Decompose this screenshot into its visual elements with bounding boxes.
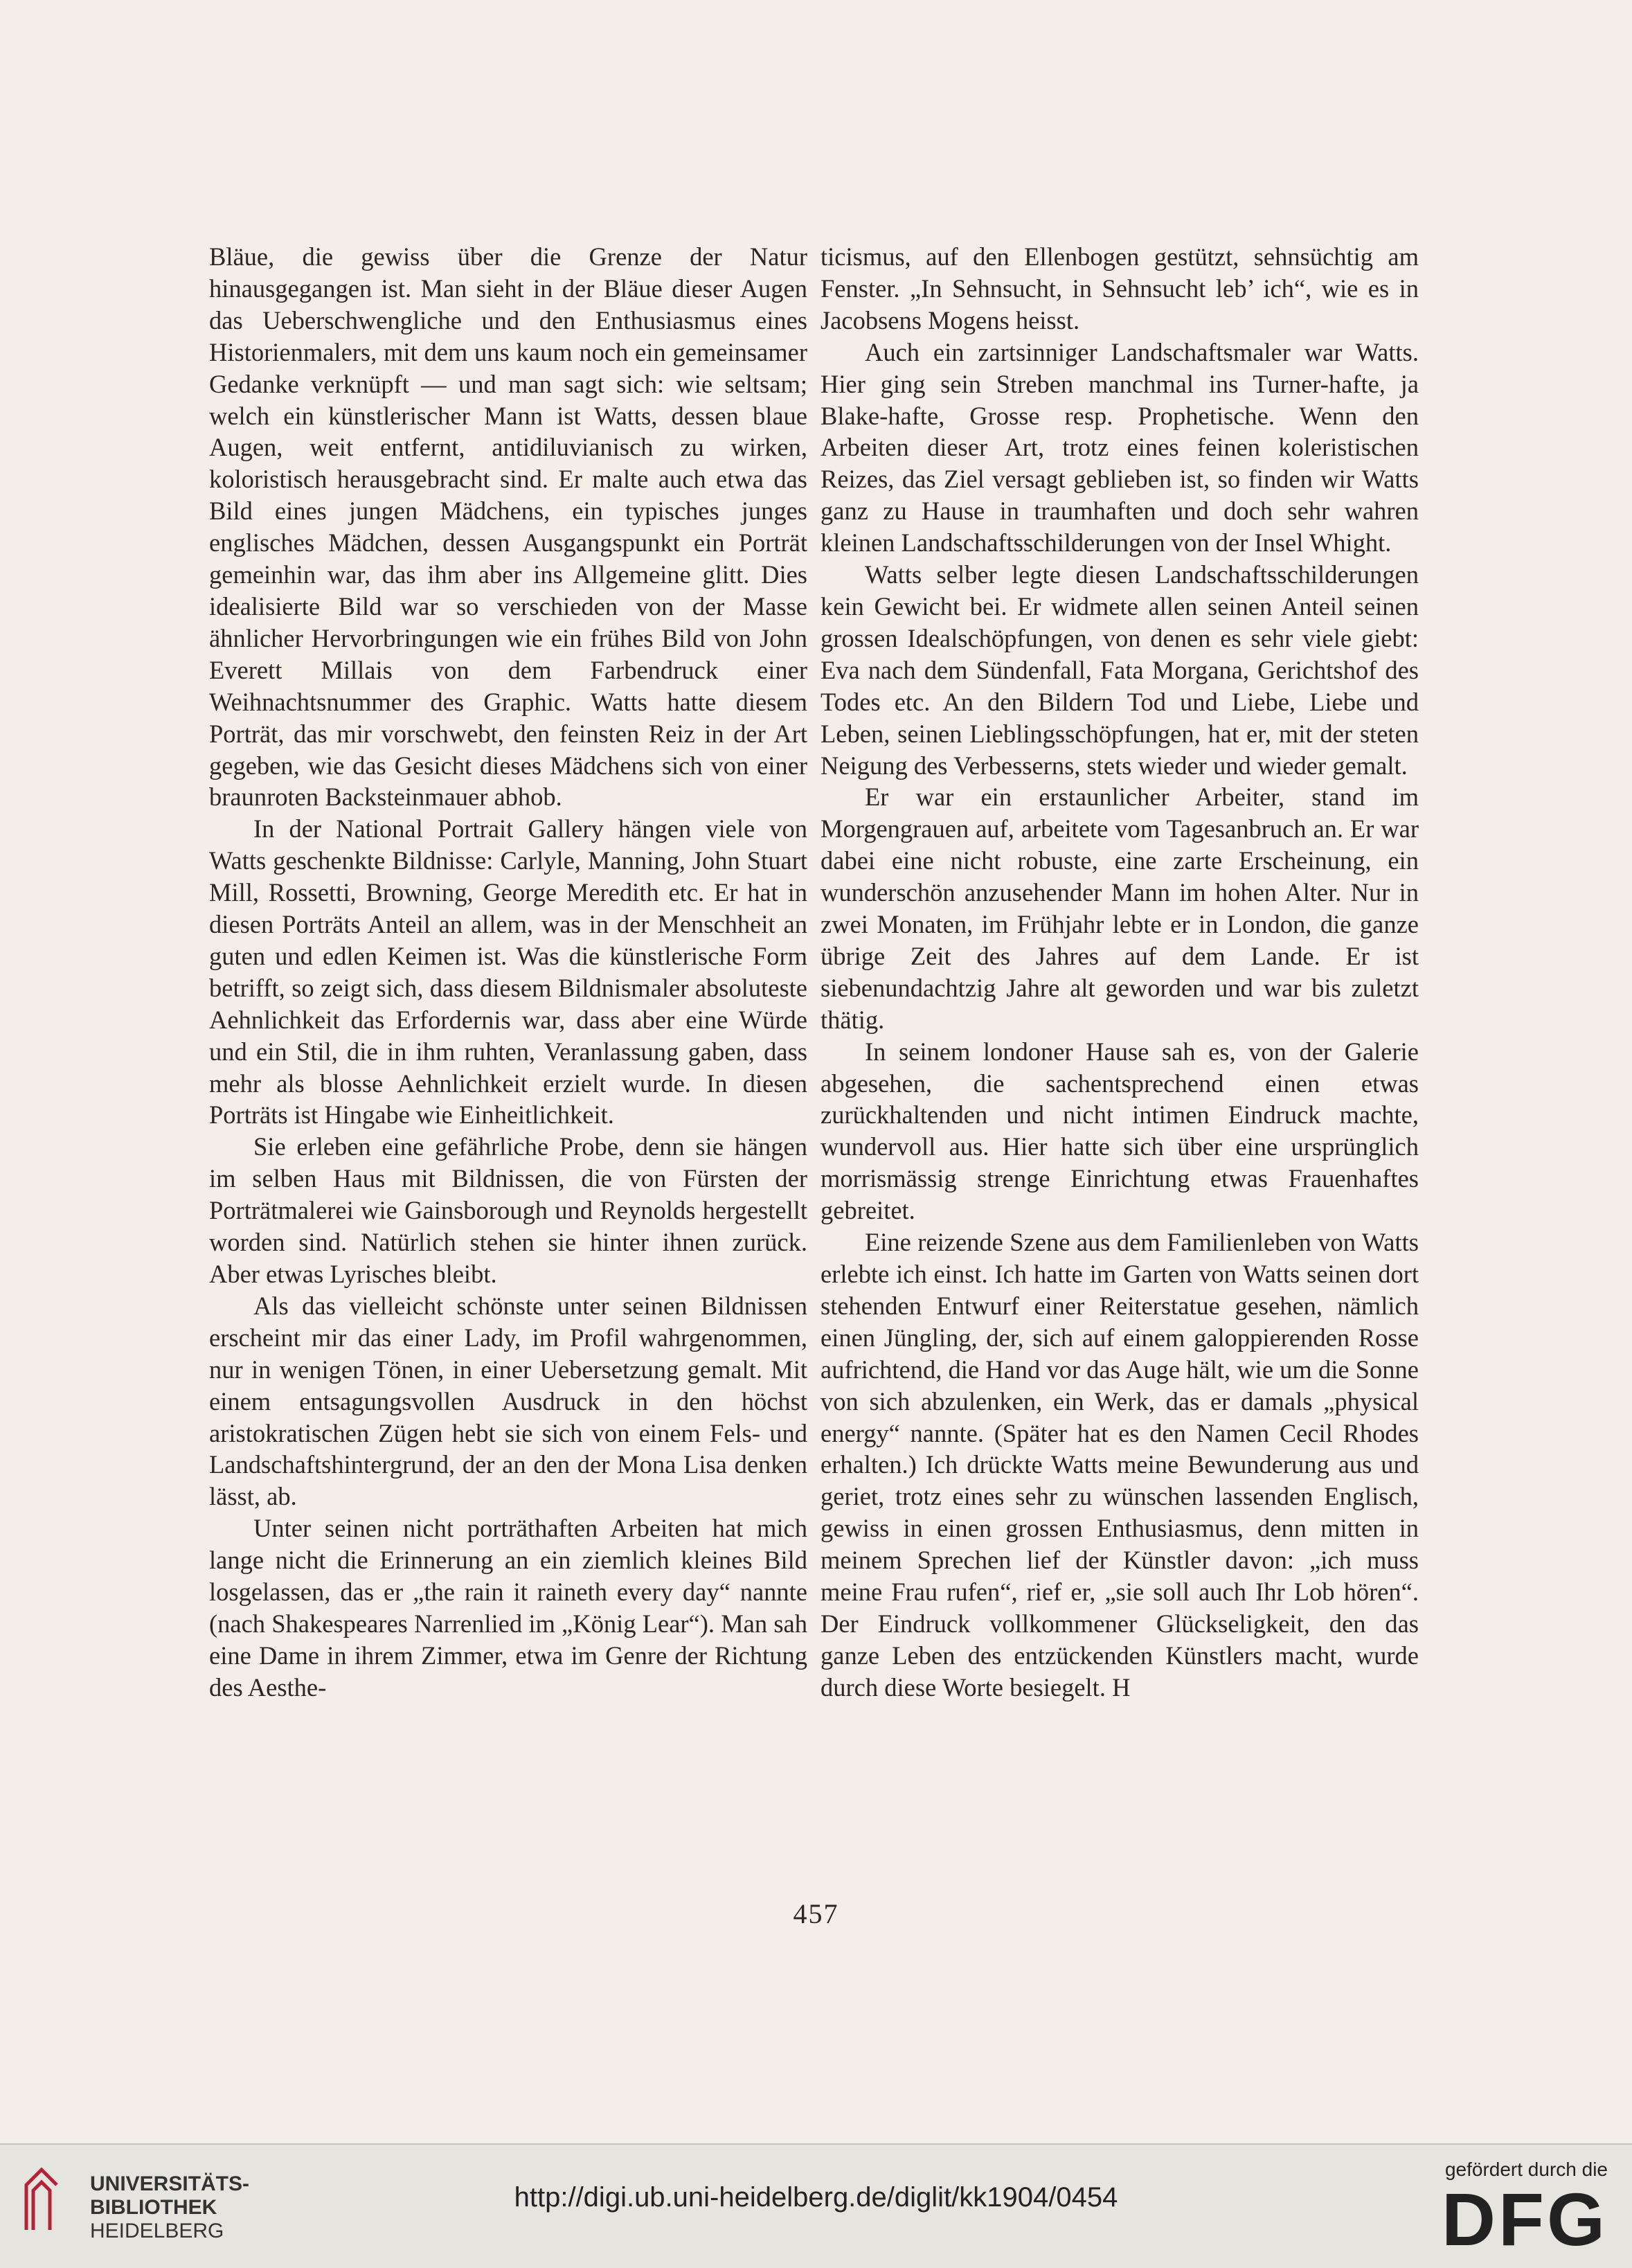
paragraph: In der National Portrait Gallery hängen viele von Watts geschenkte Bildnisse: Carlyle, Manning, John Stuart Mill, Rossetti, Browning, George Meredith etc. Er hat in diesen Porträts Anteil an allem, was in der Menschheit an guten und edlen Keimen ist. Was die künstlerische Form betrifft, so zeigt sich, dass diesem Bildnismaler absoluteste Aehnlichkeit das Erfordernis war, dass aber eine Würde und ein Stil, die in ihm ruhten, Veranlassung gaben, dass mehr als blosse Aehnlichkeit erzielt wurde. In diesen Porträts ist Hingabe wie Einheitlichkeit. <box>209 814 807 1129</box>
paragraph: Als das vielleicht schönste unter seinen Bildnissen erscheint mir das einer Lady, im Profil wahrgenommen, nur in wenigen Tönen, in einer Uebersetzung gemalt. Mit einem entsagungsvollen Ausdruck in den höchst aristokratischen Zügen hebt sie sich von einem Fels- und Landschaftshintergrund, der an den der Mona Lisa denken lässt, ab. <box>209 1291 807 1511</box>
paragraph: ticismus, auf den Ellenbogen gestützt, sehnsüchtig am Fenster. „In Sehnsucht, in Sehnsucht leb’ ich“, wie es in Jacobsens Mogens heisst. <box>821 242 1419 334</box>
footer-bar <box>0 2143 1632 2268</box>
funding-notice: gefördert durch die DFG <box>1442 2159 1608 2261</box>
library-name: UNIVERSITÄTS- BIBLIOTHEK HEIDELBERG <box>90 2172 250 2242</box>
permalink-url[interactable]: http://digi.ub.uni-heidelberg.de/diglit/kk1904/0454 <box>514 2182 1118 2213</box>
right-column <box>821 241 1419 1704</box>
paragraph: Bläue, die gewiss über die Grenze der Natur hinausgegangen ist. Man sieht in der Bläue dieser Augen das Ueberschwengliche und den Enthusiasmus eines Historienmalers, mit dem uns kaum noch ein gemeinsamer Gedanke verknüpft — und man sagt sich: wie seltsam; welch ein künstlerischer Mann ist Watts, dessen blaue Augen, weit entfernt, antidiluvianisch zu wirken, koloristisch herausgebracht sind. Er malte auch etwa das Bild eines jungen Mädchens, ein typisches junges englisches Mädchen, dessen Ausgangspunkt ein Porträt gemeinhin war, das ihm aber ins Allgemeine glitt. Dies idealisierte Bild war so verschieden von der Masse ähnlicher Hervorbringungen wie ein frühes Bild von John Everett Millais von dem Farbendruck einer Weihnachtsnummer des Graphic. Watts hatte diesem Porträt, das mir vorschwebt, den feinsten Reiz in der Art gegeben, wie das Gesicht dieses Mädchens sich von einer braunroten Backsteinmauer abhob. <box>209 242 807 812</box>
left-column <box>209 241 807 1704</box>
page-number: 457 <box>793 1898 839 1929</box>
paragraph: Sie erleben eine gefährliche Probe, denn sie hängen im selben Haus mit Bildnissen, die von Fürsten der Porträtmalerei wie Gainsborough und Reynolds hergestellt worden sind. Natürlich stehen sie hinter ihnen zurück. Aber etwas Lyrisches bleibt. <box>209 1132 807 1288</box>
paragraph: Watts selber legte diesen Landschaftsschilderungen kein Gewicht bei. Er widmete allen seinen Anteil seinen grossen Idealschöpfungen, von denen es sehr viele giebt: Eva nach dem Sündenfall, Fata Morgana, Gerichtshof des Todes etc. An den Bildern Tod und Liebe, Liebe und Leben, seinen Lieblingsschöpfungen, hat er, mit der steten Neigung des Verbesserns, stets wieder und wieder gemalt. <box>821 560 1419 780</box>
dfg-logo: DFG <box>1442 2177 1608 2261</box>
paragraph: Er war ein erstaunlicher Arbeiter, stand im Morgengrauen auf, arbeitete vom Tagesanbruch an. Er war dabei eine nicht robuste, eine zarte Erscheinung, ein wunderschön anzusehender Mann im hohen Alter. Nur in zwei Monaten, im Frühjahr lebte er in London, die ganze übrige Zeit des Jahres auf dem Lande. Er ist siebenundachtzig Jahre alt geworden und war bis zuletzt thätig. <box>821 783 1419 1034</box>
paragraph: In seinem londoner Hause sah es, von der Galerie abgesehen, die sachentsprechend einen etwas zurückhaltenden und nicht intimen Eindruck machte, wundervoll aus. Hier hatte sich über eine ursprünglich morrismässig strenge Einrichtung etwas Frauenhaftes gebreitet. <box>821 1037 1419 1225</box>
paragraph: Auch ein zartsinniger Landschaftsmaler war Watts. Hier ging sein Streben manchmal ins Turner-hafte, ja Blake-hafte, Grosse resp. Prophetische. Wenn den Arbeiten dieser Art, trotz eines feinen koleristischen Reizes, das Ziel versagt geblieben ist, so finden wir Watts ganz zu Hause in traumhaften und doch sehr wahren kleinen Landschaftsschilderungen von der Insel Whight. <box>821 337 1419 557</box>
paragraph: Eine reizende Szene aus dem Familienleben von Watts erlebte ich einst. Ich hatte im Garten von Watts seinen dort stehenden Entwurf einer Reiterstatue gesehen, nämlich einen Jüngling, der, sich auf einem galoppierenden Rosse aufrichtend, die Hand vor das Auge hält, wie um die Sonne von sich abzulenken, ein Werk, das er damals „physical energy“ nannte. (Später hat es den Namen Cecil Rhodes erhalten.) Ich drückte Watts meine Bewunderung aus und geriet, trotz eines sehr zu wünschen lassenden Englisch, gewiss in einen grossen Enthusiasmus, denn mitten in meinem Sprechen lief der Künstler davon: „ich muss meine Frau rufen“, rief er, „sie soll auch Ihr Lob hören“. Der Eindruck vollkommener Glückseligkeit, den das ganze Leben des entzückenden Künstlers macht, wurde durch diese Worte besiegelt. H <box>821 1228 1419 1702</box>
paragraph: Unter seinen nicht porträthaften Arbeiten hat mich lange nicht die Erinnerung an ein ziemlich kleines Bild losgelassen, das er „the rain it raineth every day“ nannte (nach Shakespeares Narrenlied im „König Lear“). Man sah eine Dame in ihrem Zimmer, etwa im Genre der Richtung des Aesthe- <box>209 1514 807 1702</box>
